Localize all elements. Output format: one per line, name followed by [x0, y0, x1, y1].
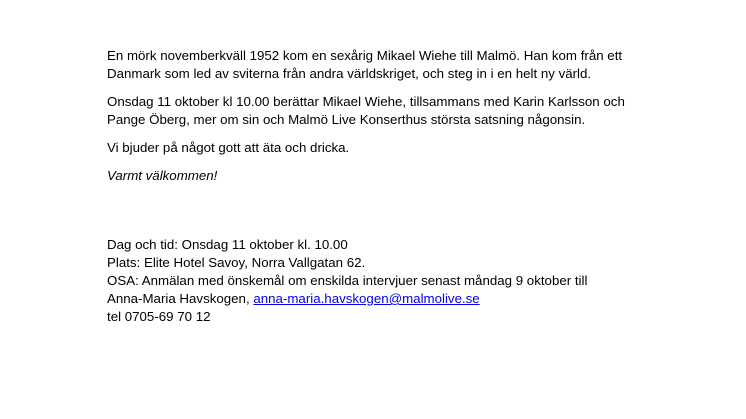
closing-greeting: Varmt välkommen!: [107, 168, 218, 183]
contact-name: Anna-Maria Havskogen,: [107, 291, 254, 306]
contact-email-link[interactable]: anna-maria.havskogen@malmolive.se: [253, 291, 480, 306]
invitation-body: [107, 47, 707, 185]
event-details: [107, 236, 707, 326]
intro-paragraph-1-line-1: En mörk novemberkväll 1952 kom en sexårig Mikael Wiehe till Malmö. Han kom från ett: [107, 48, 623, 63]
intro-paragraph-1: [107, 47, 707, 83]
event-time: Dag och tid: Onsdag 11 oktober kl. 10.00: [107, 237, 348, 252]
intro-paragraph-2-line-1: Onsdag 11 oktober kl 10.00 berättar Mikael Wiehe, tillsammans med Karin Karlsson och: [107, 94, 625, 109]
event-osa: OSA: Anmälan med önskemål om enskilda intervjuer senast måndag 9 oktober till: [107, 273, 588, 288]
intro-paragraph-2-line-2: Pange Öberg, mer om sin och Malmö Live Konserthus största satsning någonsin.: [107, 112, 586, 127]
intro-paragraph-3: Vi bjuder på något gott att äta och dricka.: [107, 140, 350, 155]
event-contact: [107, 290, 707, 308]
event-phone: tel 0705-69 70 12: [107, 309, 211, 324]
event-place: Plats: Elite Hotel Savoy, Norra Vallgatan 62.: [107, 255, 366, 270]
intro-paragraph-1-line-2: Danmark som led av sviterna från andra världskriget, och steg in i en helt ny värld.: [107, 66, 592, 81]
intro-paragraph-2: [107, 93, 707, 129]
